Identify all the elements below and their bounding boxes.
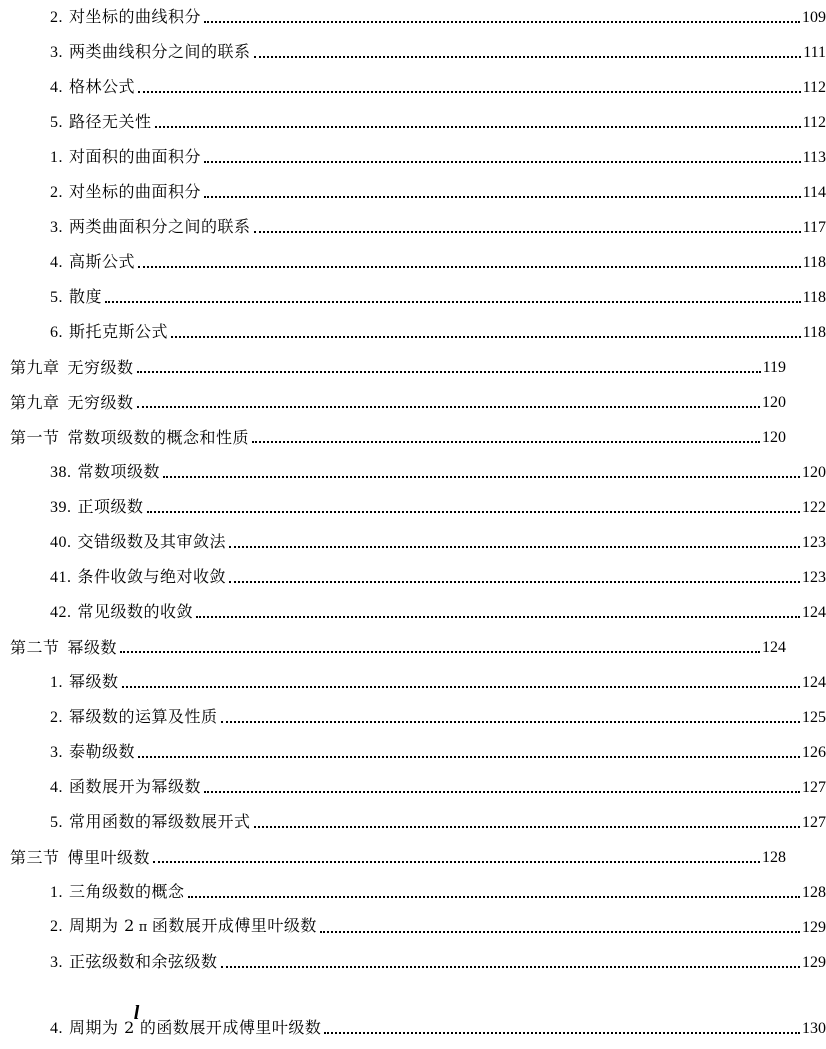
toc-page-number: 128 [802,884,826,901]
leader-dots [254,231,801,233]
toc-entry-title: 4. 函数展开为幂级数 [50,777,202,796]
leader-dots [188,896,800,898]
toc-entry[interactable] [0,877,826,903]
leader-dots [196,616,800,618]
leader-dots [105,301,801,303]
toc-entry[interactable] [0,37,826,63]
leader-dots [204,161,801,163]
toc-section-entry[interactable] [0,422,786,448]
toc-chapter-entry[interactable] [0,387,786,413]
pi-symbol: π [138,920,148,935]
toc-entry[interactable] [0,142,826,168]
toc-entry-title: 2. 周期为 2 π 函数展开成傅里叶级数 [50,916,317,935]
toc-entry-title: 2. 对坐标的曲面积分 [50,182,202,201]
toc-entry-title: 2. 对坐标的曲线积分 [50,7,202,26]
toc-entry-title: 第九章 无穷级数 [10,358,134,377]
toc-entry-title: 3. 两类曲面积分之间的联系 [50,217,251,236]
toc-entry[interactable] [0,2,826,28]
toc-entry[interactable] [0,1002,826,1039]
leader-dots [171,336,801,338]
toc-entry-title: 5. 散度 [50,287,103,306]
toc-page-number: 118 [802,254,826,271]
leader-dots [204,791,800,793]
leader-dots [324,1032,800,1034]
leader-dots [229,546,800,548]
toc-entry-title: 5. 路径无关性 [50,112,152,131]
toc-entry-title: 42. 常见级数的收敛 [50,602,194,621]
toc-page-number: 127 [802,814,826,831]
toc-page-number: 113 [802,149,826,166]
toc-entry-title: 第九章 无穷级数 [10,393,134,412]
toc-entry-title: 40. 交错级数及其审敛法 [50,532,227,551]
toc-entry-title: 3. 两类曲线积分之间的联系 [50,42,251,61]
toc-entry-title: 第二节 幂级数 [10,638,118,657]
toc-entry-title: 第三节 傅里叶级数 [10,848,151,867]
toc-page-number: 123 [802,569,826,586]
toc-entry[interactable] [0,737,826,763]
leader-dots [138,756,800,758]
leader-dots [147,511,800,513]
toc-page-number: 111 [803,44,826,61]
toc-page-number: 123 [802,534,826,551]
toc-entry[interactable] [0,702,826,728]
toc-entry-title: 4. 高斯公式 [50,252,136,271]
toc-entry[interactable] [0,772,826,798]
toc-entry[interactable] [0,247,826,273]
toc-page-number: 117 [802,219,826,236]
toc-page-number: 124 [762,639,786,656]
toc-page-number: 109 [802,9,826,26]
toc-page-number: 118 [802,289,826,306]
toc-entry-title: 1. 对面积的曲面积分 [50,147,202,166]
superscript-l: l [133,1002,140,1024]
toc-entry-title: 6. 斯托克斯公式 [50,322,169,341]
leader-dots [153,861,760,863]
toc-entry[interactable] [0,807,826,833]
toc-page-number: 127 [802,779,826,796]
toc-entry-title: 4. 格林公式 [50,77,136,96]
leader-dots [138,91,801,93]
toc-page-number: 120 [802,464,826,481]
toc-entry[interactable] [0,457,826,483]
toc-section-entry[interactable] [0,842,786,868]
toc-page-number: 120 [762,394,786,411]
toc-entry-title: 2. 幂级数的运算及性质 [50,707,218,726]
toc-page-number: 129 [802,954,826,971]
leader-dots [120,651,760,653]
leader-dots [122,686,800,688]
leader-dots [204,196,801,198]
leader-dots [229,581,800,583]
toc-entry-title: 1. 三角级数的概念 [50,882,185,901]
toc-chapter-entry[interactable] [0,352,786,378]
leader-dots [254,826,800,828]
leader-dots [163,476,800,478]
toc-entry-title: 3. 正弦级数和余弦级数 [50,952,218,971]
toc-page-number: 128 [762,849,786,866]
toc-entry[interactable] [0,597,826,623]
toc-entry-title: 4. 周期为 2l的函数展开成傅里叶级数 [50,1002,322,1037]
leader-dots [155,126,801,128]
toc-entry-title: 3. 泰勒级数 [50,742,136,761]
toc-entry[interactable] [0,562,826,588]
toc-entry-title: 1. 幂级数 [50,672,119,691]
toc-page-number: 129 [802,919,826,936]
toc-entry[interactable] [0,212,826,238]
toc-page-number: 112 [802,79,826,96]
leader-dots [138,266,801,268]
toc-entry[interactable] [0,107,826,133]
toc-page-number: 126 [802,744,826,761]
toc-page-number: 122 [802,499,826,516]
leader-dots [204,21,800,23]
toc-page-number: 124 [802,604,826,621]
toc-entry[interactable] [0,282,826,308]
toc-page-number: 119 [762,359,786,376]
toc-page-number: 130 [802,1020,826,1037]
leader-dots [137,371,761,373]
toc-entry-title: 38. 常数项级数 [50,462,161,481]
toc-entry[interactable] [0,667,826,693]
toc-section-entry[interactable] [0,632,786,658]
toc-entry[interactable] [0,317,826,343]
toc-entry[interactable] [0,912,826,938]
toc-page-number: 125 [802,709,826,726]
toc-entry[interactable] [0,527,826,553]
leader-dots [320,931,800,933]
toc-entry[interactable] [0,177,826,203]
leader-dots [137,406,760,408]
toc-page-number: 120 [762,429,786,446]
toc-page-number: 114 [802,184,826,201]
toc-entry-title: 39. 正项级数 [50,497,144,516]
toc-entry-title: 41. 条件收敛与绝对收敛 [50,567,227,586]
toc-entry-title: 第一节 常数项级数的概念和性质 [10,428,250,447]
toc-page-number: 124 [802,674,826,691]
toc-entry[interactable] [0,492,826,518]
toc-entry-title: 5. 常用函数的幂级数展开式 [50,812,251,831]
leader-dots [221,966,800,968]
toc-page-number: 118 [802,324,826,341]
toc-entry[interactable] [0,947,826,973]
leader-dots [221,721,800,723]
toc-page-number: 112 [802,114,826,131]
leader-dots [254,56,802,58]
leader-dots [252,441,760,443]
toc-entry[interactable] [0,72,826,98]
